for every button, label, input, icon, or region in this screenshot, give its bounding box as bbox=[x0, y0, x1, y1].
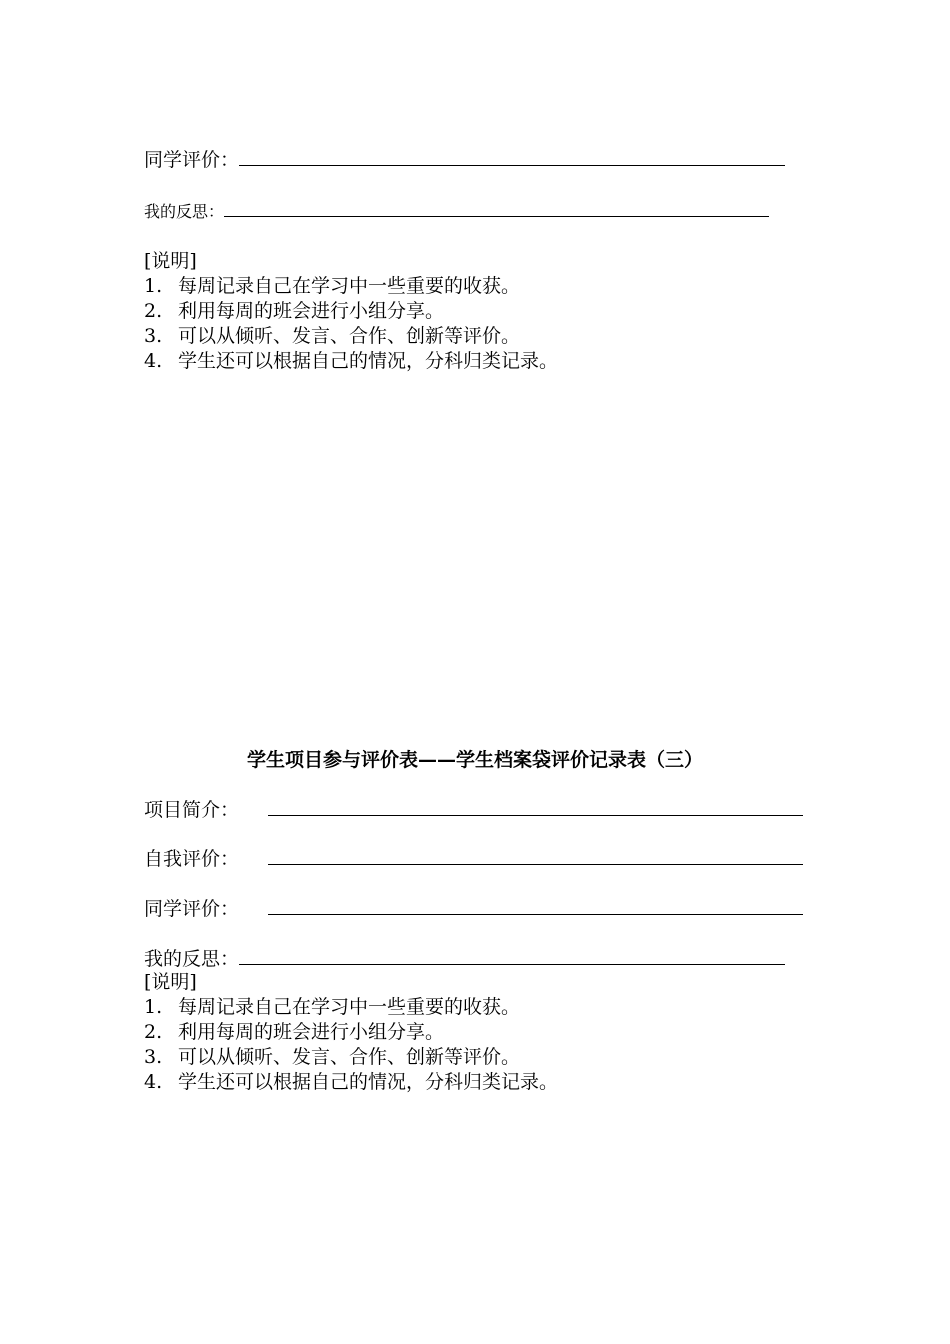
reflection-row bbox=[144, 947, 785, 971]
note-item bbox=[144, 324, 520, 349]
self-evaluation-label: 自我评价： bbox=[144, 848, 240, 870]
reflection-label: 我的反思： bbox=[144, 202, 225, 221]
form-title: 学生项目参与评价表——学生档案袋评价记录表（三） bbox=[246, 749, 703, 771]
note-text: 学生还可以根据自己的情况，分科归类记录。 bbox=[178, 1071, 559, 1093]
note-text: 利用每周的班会进行小组分享。 bbox=[178, 1021, 445, 1043]
note-item bbox=[144, 349, 558, 374]
peer-evaluation-blank[interactable] bbox=[239, 151, 785, 166]
project-intro-blank[interactable] bbox=[268, 801, 803, 816]
reflection-row bbox=[144, 200, 769, 224]
note-text: 可以从倾听、发言、合作、创新等评价。 bbox=[178, 325, 521, 347]
peer-evaluation-label: 同学评价： bbox=[144, 898, 240, 920]
note-text: 每周记录自己在学习中一些重要的收获。 bbox=[178, 275, 521, 297]
note-item bbox=[144, 1070, 558, 1095]
note-number: 1. bbox=[144, 275, 163, 297]
peer-evaluation-row bbox=[144, 148, 785, 172]
note-text: 利用每周的班会进行小组分享。 bbox=[178, 300, 445, 322]
note-item bbox=[144, 1045, 520, 1070]
note-item bbox=[144, 274, 520, 299]
reflection-blank[interactable] bbox=[239, 950, 785, 965]
note-number: 3. bbox=[144, 1046, 163, 1068]
note-header: [说明] bbox=[144, 250, 197, 272]
note-number: 4. bbox=[144, 350, 163, 372]
note-number: 3. bbox=[144, 325, 163, 347]
note-number: 4. bbox=[144, 1071, 163, 1093]
peer-evaluation-row bbox=[144, 897, 803, 921]
note-text: 学生还可以根据自己的情况，分科归类记录。 bbox=[178, 350, 559, 372]
project-intro-label: 项目简介： bbox=[144, 799, 240, 821]
note-header: [说明] bbox=[144, 971, 197, 993]
note-number: 1. bbox=[144, 996, 163, 1018]
project-intro-row bbox=[144, 798, 803, 822]
peer-evaluation-blank[interactable] bbox=[268, 900, 803, 915]
note-text: 可以从倾听、发言、合作、创新等评价。 bbox=[178, 1046, 521, 1068]
note-number: 2. bbox=[144, 300, 163, 322]
note-item bbox=[144, 299, 444, 324]
self-evaluation-blank[interactable] bbox=[268, 850, 803, 865]
note-item bbox=[144, 995, 520, 1020]
self-evaluation-row bbox=[144, 847, 803, 871]
note-item bbox=[144, 1020, 444, 1045]
note-text: 每周记录自己在学习中一些重要的收获。 bbox=[178, 996, 521, 1018]
reflection-blank[interactable] bbox=[224, 202, 769, 217]
note-number: 2. bbox=[144, 1021, 163, 1043]
peer-evaluation-label: 同学评价： bbox=[144, 149, 240, 171]
reflection-label: 我的反思： bbox=[144, 948, 240, 970]
